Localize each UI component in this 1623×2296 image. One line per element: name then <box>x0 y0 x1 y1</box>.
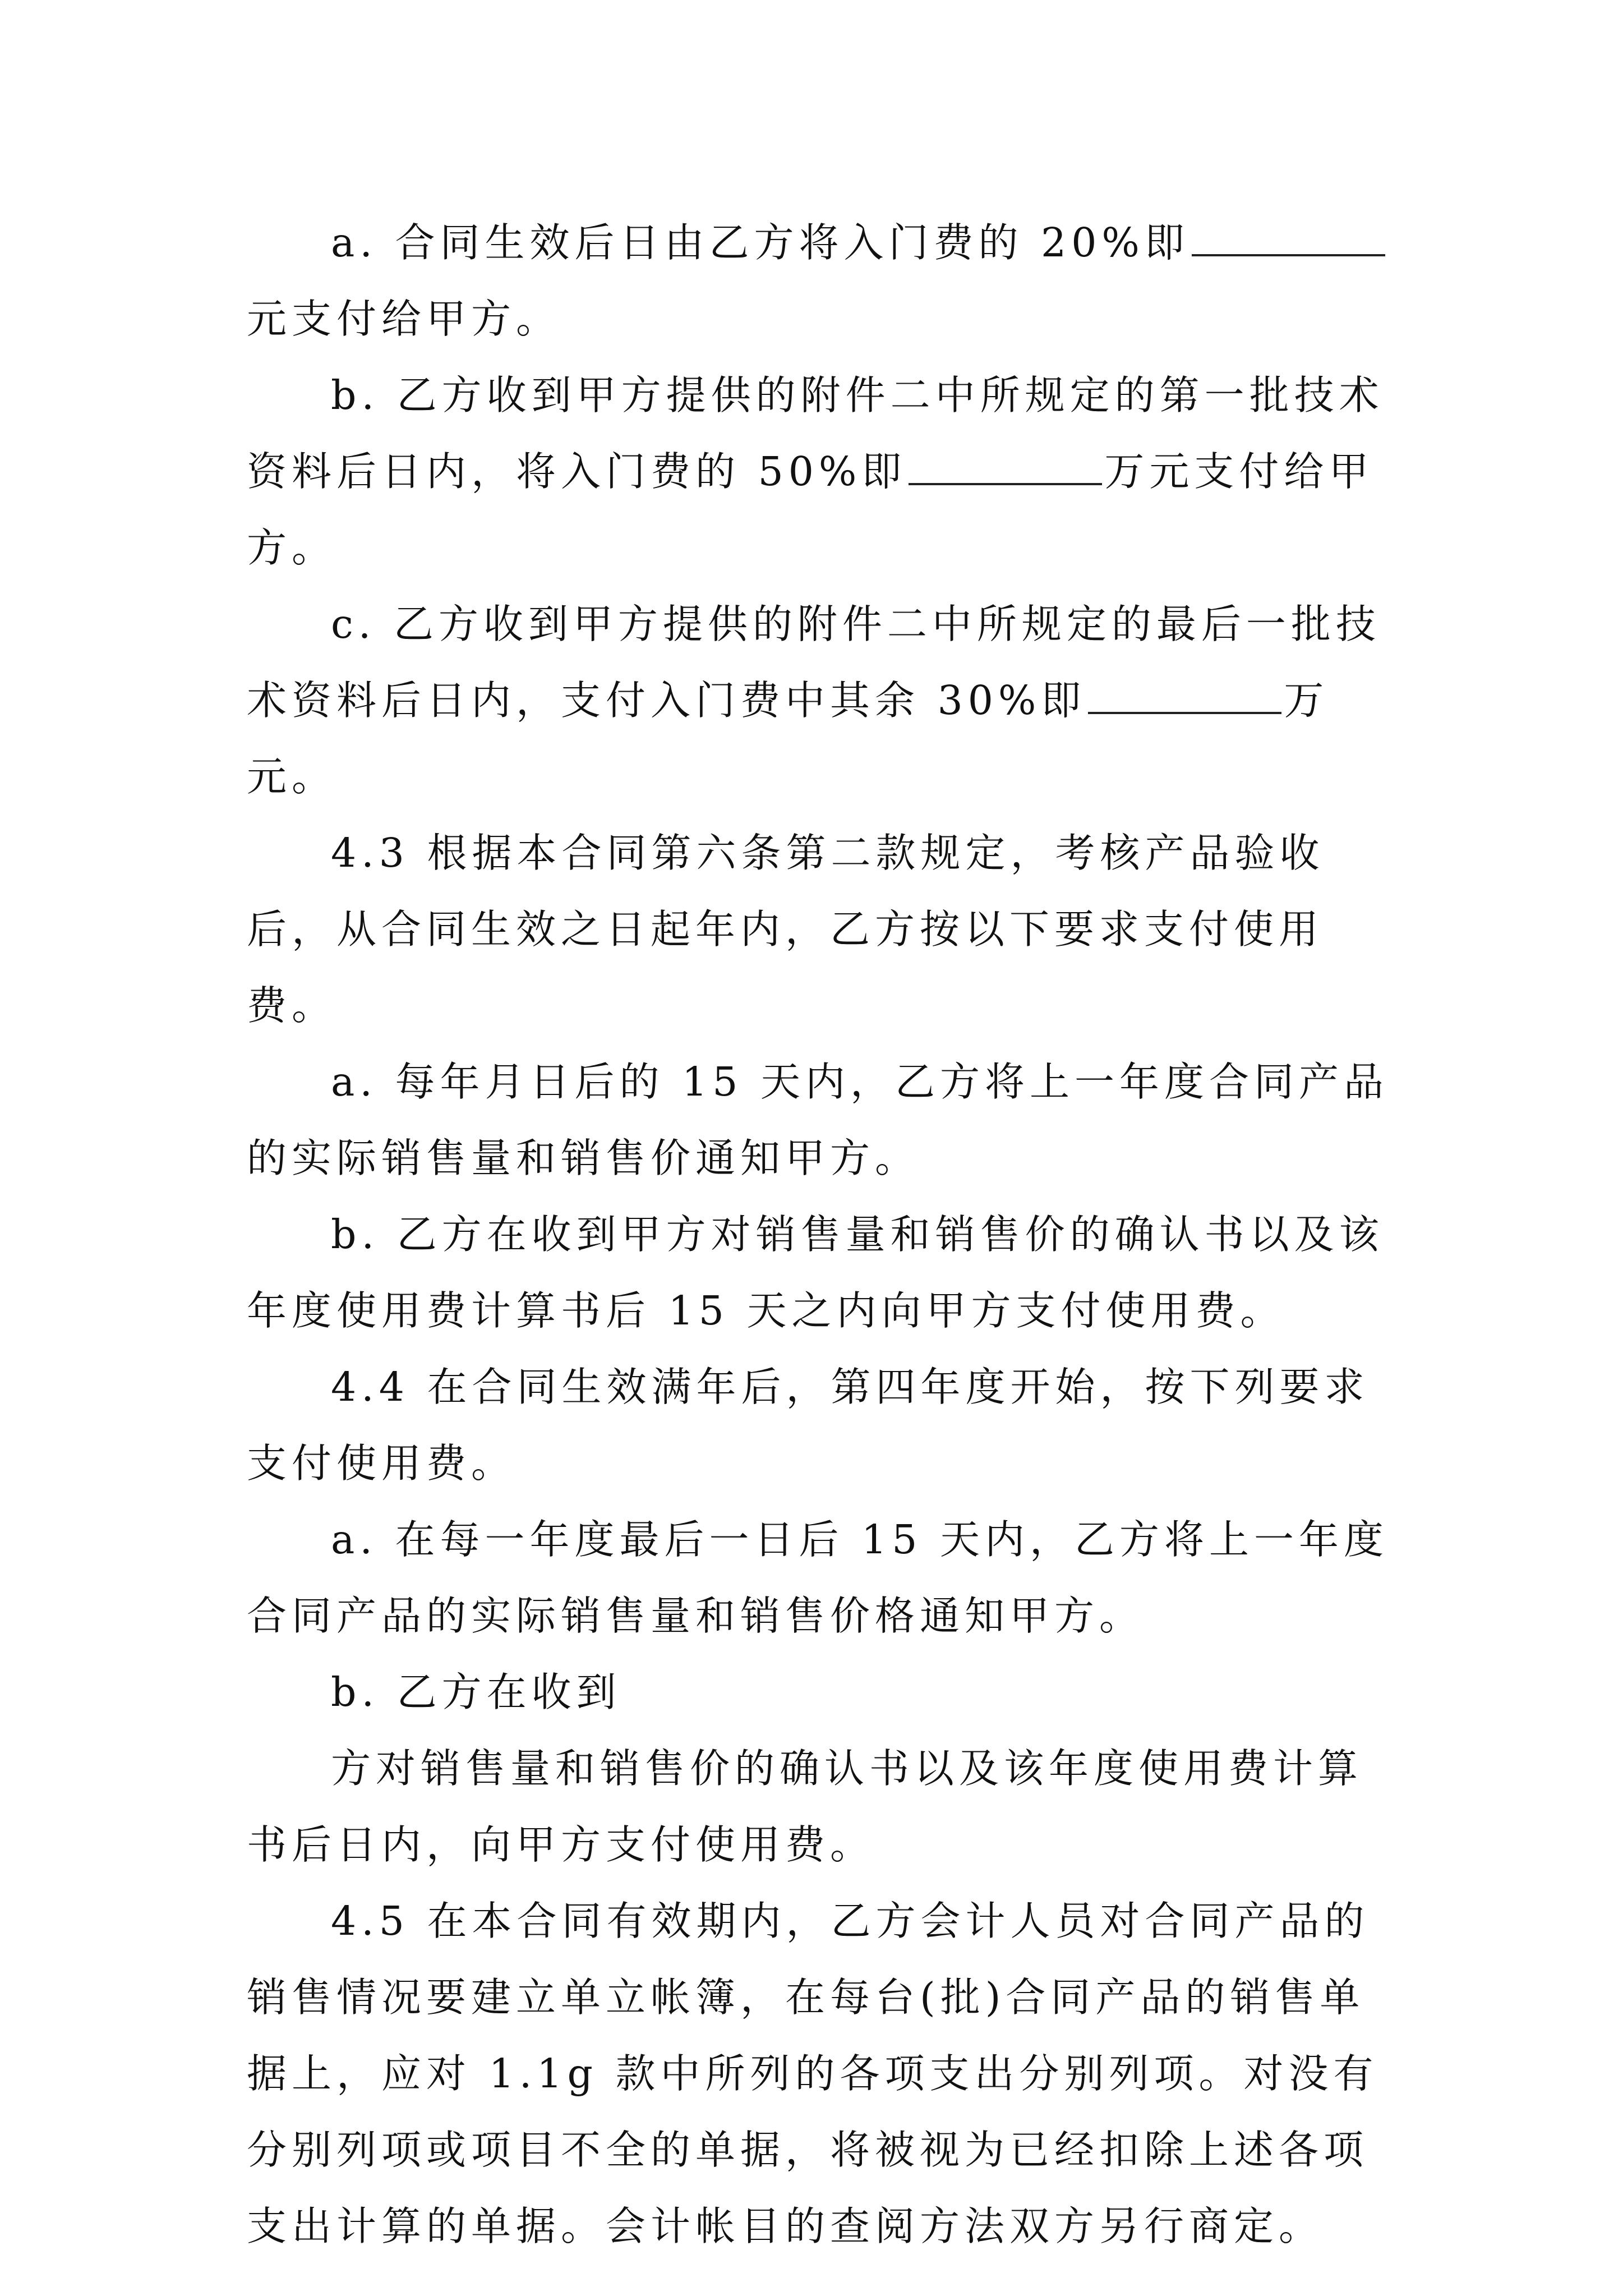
paragraph-text: 元支付给甲方。 <box>247 296 561 342</box>
fill-in-blank <box>909 444 1102 485</box>
paragraph-entry-fee-c <box>247 586 1391 815</box>
paragraph-text: 万元支付给甲方。 <box>247 448 1374 571</box>
fill-in-blank <box>1088 673 1281 714</box>
paragraph-text: a. 合同生效后日由乙方将入门费的 20%即 <box>331 219 1189 266</box>
paragraph-clause-4-5: 4.5 在本合同有效期内，乙方会计人员对合同产品的销售情况要建立单立帐簿，在每台(批)合同产品的销售单据上，应对 1.1g 款中所列的各项支出分别列项。对没有分别列项或项目不全的单据，将被视为已经扣除上述各项支出计算的单据。会计帐目的查阅方法双方另行商定。 <box>247 1898 1378 2249</box>
paragraph-text: 万元。 <box>247 677 1329 800</box>
paragraph-entry-fee-a <box>247 205 1391 357</box>
paragraph-clause-4-4: 4.4 在合同生效满年后，第四年度开始，按下列要求支付使用费。 <box>247 1364 1370 1487</box>
fill-in-blank <box>1192 215 1385 256</box>
paragraph-text: c. 乙方收到甲方提供的附件二中所规定的最后一批技术资料后日内，支付入门费中其余 30%即 <box>247 601 1381 724</box>
paragraph-text: b. 乙方收到甲方提供的附件二中所规定的第一批技术资料后日内，将入门费的 50%即 <box>247 372 1384 495</box>
paragraph-clause-4-4-b: b. 乙方在收到 <box>331 1669 621 1715</box>
paragraph-clause-4-4-b-cont: 方对销售量和销售价的确认书以及该年度使用费计算书后日内，向甲方支付使用费。 <box>247 1745 1363 1868</box>
paragraph-clause-4-3-b: b. 乙方在收到甲方对销售量和销售价的确认书以及该年度使用费计算书后 15 天之内向甲方支付使用费。 <box>247 1211 1384 1334</box>
document-body <box>247 205 1391 2265</box>
paragraph-clause-4-3: 4.3 根据本合同第六条第二款规定，考核产品验收后，从合同生效之日起年内，乙方按以下要求支付使用费。 <box>247 830 1325 1029</box>
paragraph-entry-fee-b <box>247 357 1391 586</box>
paragraph-clause-4-3-a: a. 每年月日后的 15 天内，乙方将上一年度合同产品的实际销售量和销售价通知甲方。 <box>247 1059 1389 1181</box>
paragraph-clause-4-4-a: a. 在每一年度最后一日后 15 天内，乙方将上一年度合同产品的实际销售量和销售价格通知甲方。 <box>247 1516 1389 1639</box>
